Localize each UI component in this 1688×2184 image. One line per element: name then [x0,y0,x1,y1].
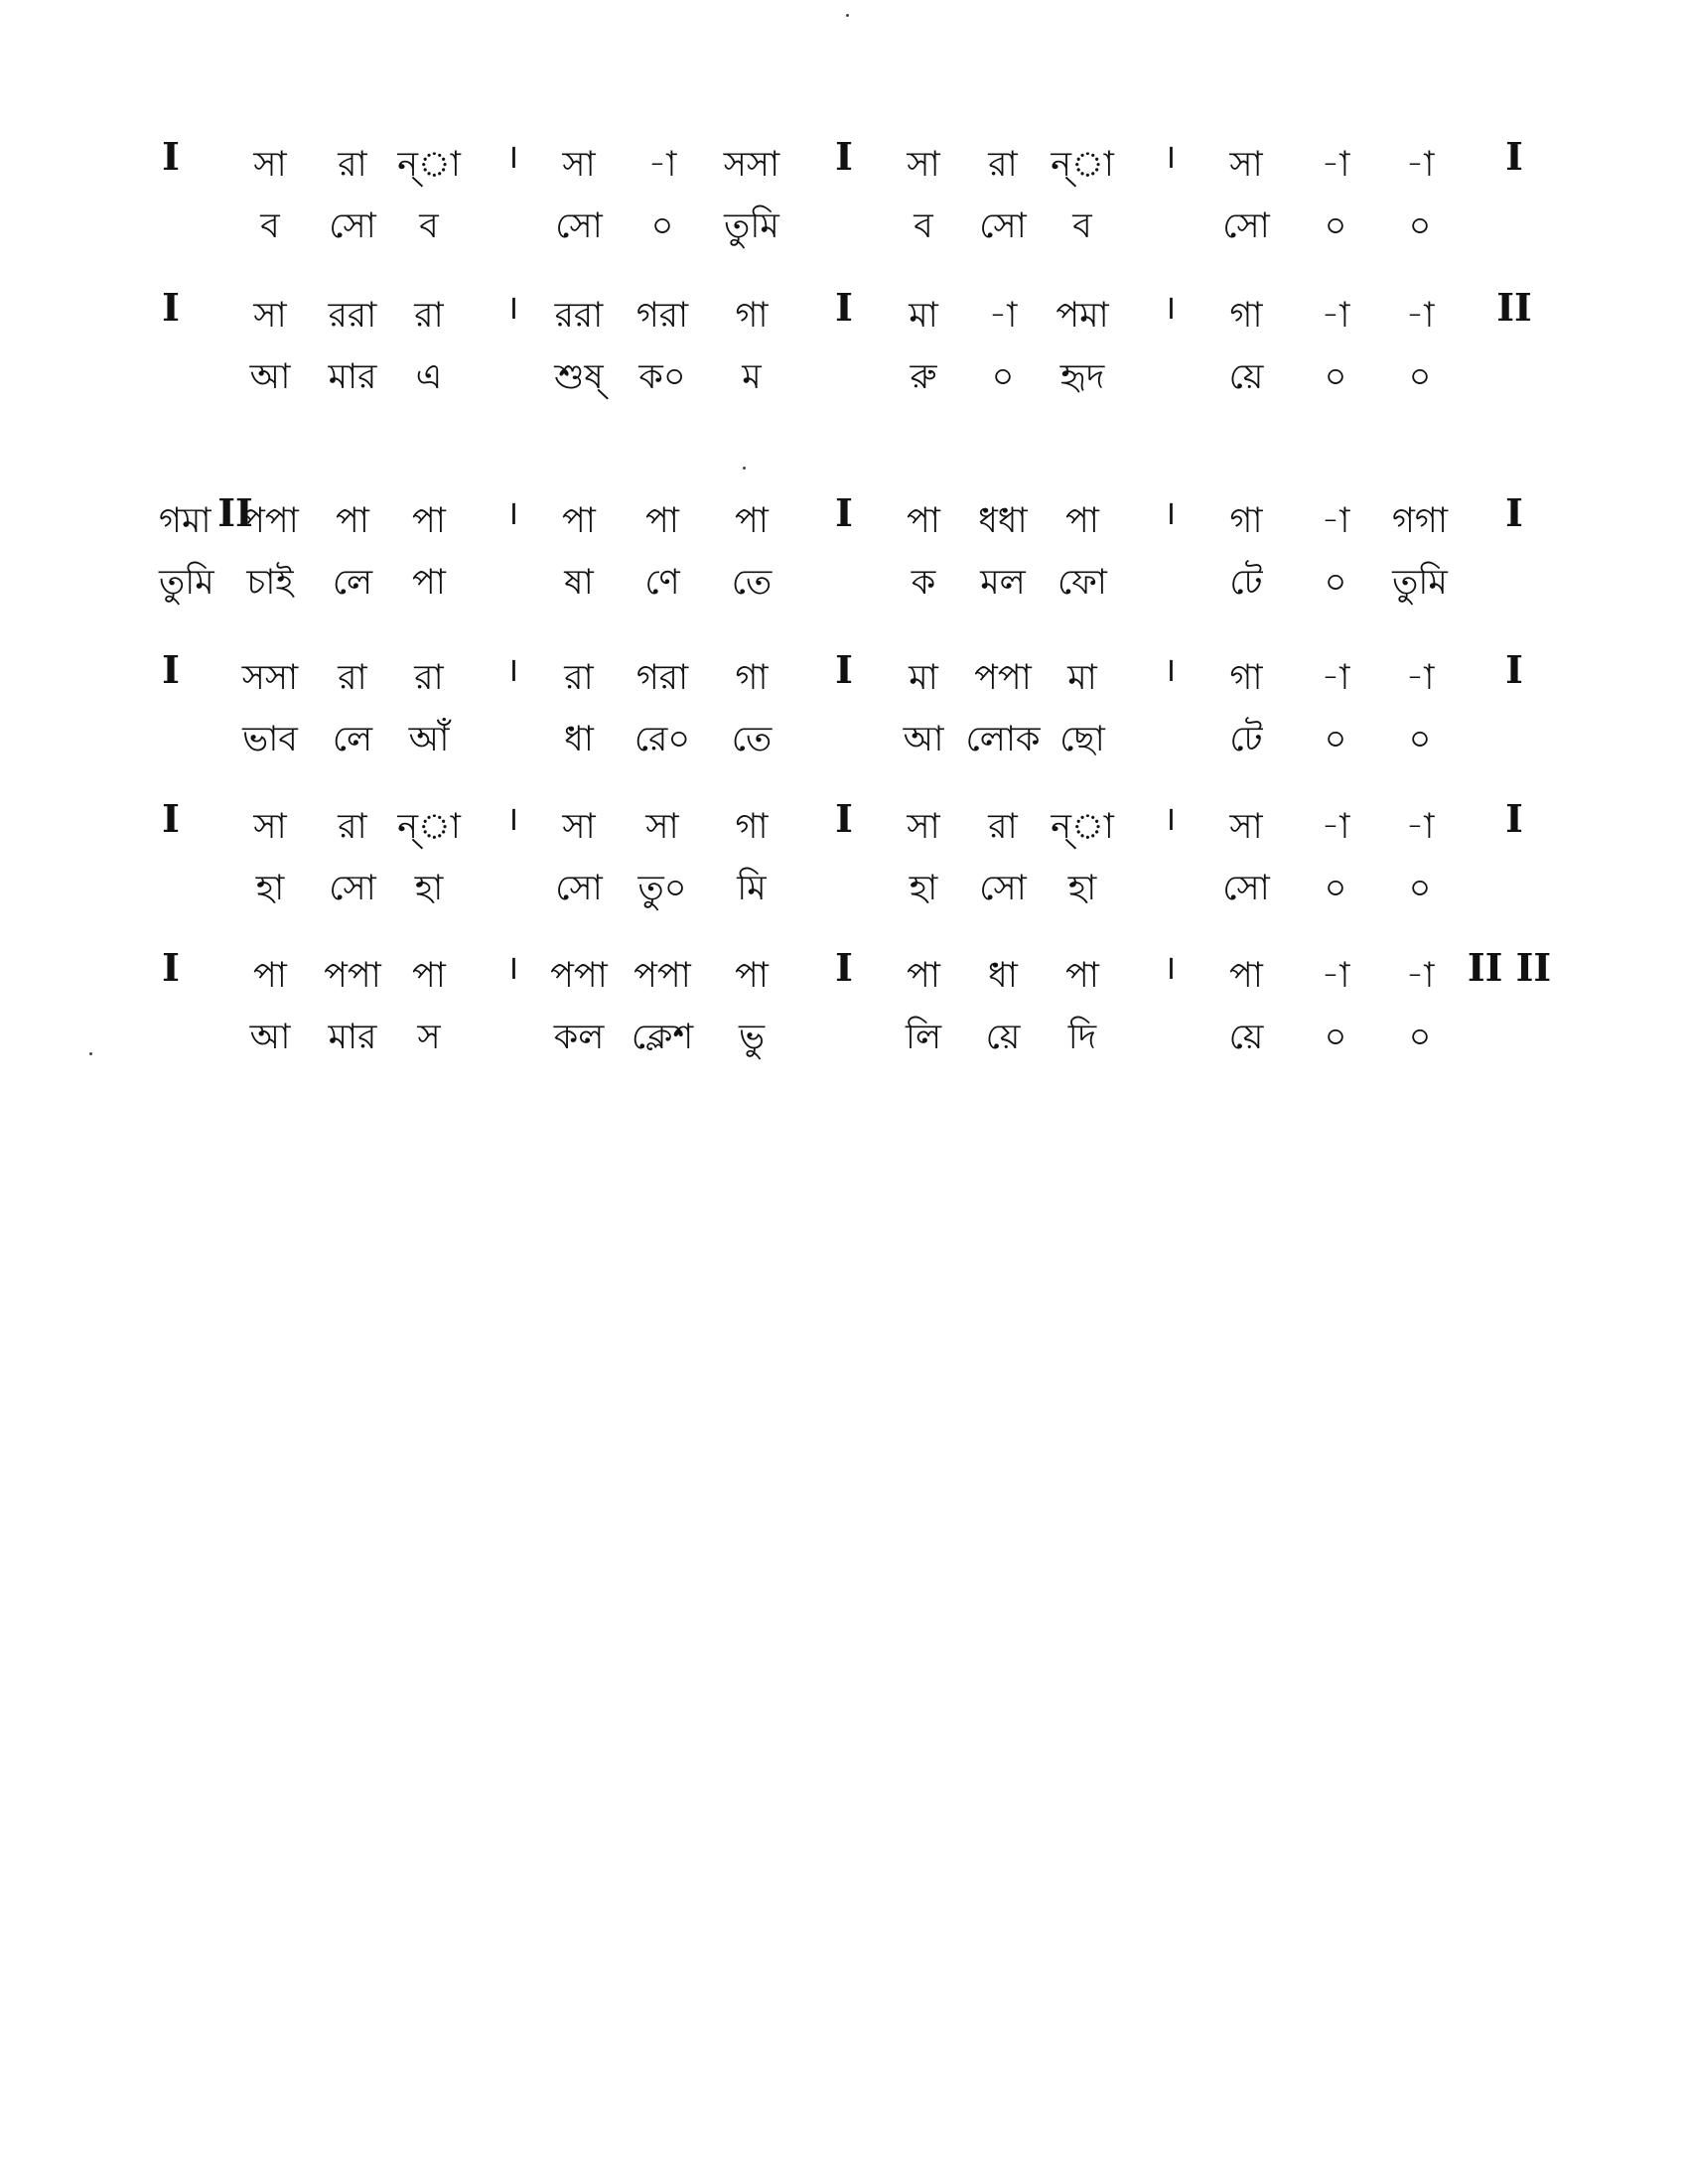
lyric-row [0,349,1688,405]
pickup-lyric: তুমি [159,563,214,603]
lyric-syllable: ০ [1408,1018,1432,1057]
bar-line: I [835,945,853,990]
note: সা [907,807,940,847]
lyric-syllable: ব [1072,206,1092,246]
note: -া [1405,658,1435,698]
bar-line: । [505,137,519,177]
lyric-syllable: য়ে [1228,1018,1264,1057]
lyric-syllable: ক্লেশ [631,1018,694,1057]
bar-line: । [505,288,519,328]
note: পা [253,956,287,996]
lyric-syllable: ০ [1408,720,1432,759]
note: -া [1321,807,1350,847]
lyric-syllable: ভাব [242,720,298,759]
note: -া [1321,956,1350,996]
note: -া [1321,658,1350,698]
note: পপা [241,501,299,541]
bar-line: I [835,285,853,330]
note: সসা [241,658,299,698]
note: সা [1229,807,1263,847]
lyric-syllable: ০ [1408,357,1432,397]
note: পমা [1055,296,1109,336]
note: মা [909,658,938,698]
lyric-syllable: মি [737,869,767,908]
lyric-syllable: রে০ [633,720,691,759]
note: রা [988,807,1018,847]
scan-speck [743,467,746,470]
note: সা [253,296,287,336]
note: রা [338,658,367,698]
lyric-syllable: ভু [738,1018,766,1057]
scan-speck [89,1052,92,1055]
lyric-syllable: হা [1067,869,1097,908]
lyric-syllable: আ [249,357,291,397]
lyric-syllable: তুমি [1392,563,1448,603]
lyric-syllable: স [417,1018,441,1057]
lyric-syllable: ব [419,206,439,246]
bar-line: I [1505,490,1523,535]
bar-line: I [835,490,853,535]
lyric-syllable: সো [555,869,603,908]
lyric-syllable: ক [911,563,936,603]
lyric-syllable: ০ [1408,869,1432,908]
lyric-syllable: ব [914,206,933,246]
lyric-syllable: ষা [564,563,594,603]
lyric-syllable: ০ [1324,357,1347,397]
bar-line: II [217,490,253,535]
lyric-syllable: রু [910,357,937,397]
note: -া [1321,501,1350,541]
lyric-syllable: হৃদ [1059,357,1105,397]
note: পা [1065,956,1099,996]
note: রা [338,145,367,185]
lyric-syllable: মার [328,357,377,397]
note: রা [338,807,367,847]
bar-line: । [1163,650,1177,690]
note: গা [1229,501,1263,541]
bar-line: II [1496,285,1532,330]
note: পপা [633,956,691,996]
bar-line: I [835,647,853,692]
pickup-note: গমা [159,501,211,541]
lyric-syllable: টে [1229,563,1263,603]
note: পা [735,956,769,996]
note: পপা [974,658,1032,698]
note: রা [414,658,444,698]
lyric-syllable: ছো [1059,720,1105,759]
lyric-syllable: আ [249,1018,291,1057]
lyric-syllable: তে [731,563,773,603]
note: -া [1405,145,1435,185]
lyric-syllable: লোক [965,720,1041,759]
note: ধা [988,956,1018,996]
lyric-syllable: ম [742,357,762,397]
bar-line: । [1163,137,1177,177]
lyric-syllable: ব [260,206,280,246]
note: -া [988,296,1018,336]
bar-line: I [1505,647,1523,692]
lyric-syllable: চাই [246,563,294,603]
note: সা [907,145,940,185]
note: গরা [635,296,689,336]
note: ন্‌া [1051,807,1114,847]
bar-line: I [162,796,180,841]
note: ন্‌া [1051,145,1114,185]
note: সা [253,145,287,185]
lyric-syllable: য়ে [985,1018,1021,1057]
note: সসা [723,145,780,185]
note: ররা [328,296,377,336]
lyric-syllable: এ [415,357,443,397]
bar-line: I [835,796,853,841]
bar-line: I [162,285,180,330]
note: ধধা [978,501,1028,541]
lyric-syllable: শুষ্‌ [554,357,604,397]
lyric-syllable: মল [980,563,1026,603]
lyric-syllable: সো [555,206,603,246]
note: রা [988,145,1018,185]
note: পা [645,501,679,541]
note: পা [907,956,940,996]
lyric-row [0,861,1688,916]
lyric-syllable: সো [329,206,376,246]
note: ন্‌া [397,807,461,847]
bar-line: । [1163,493,1177,533]
note: গা [1229,658,1263,698]
note: পা [1229,956,1263,996]
lyric-syllable: সো [979,869,1027,908]
lyric-syllable: কল [553,1018,605,1057]
lyric-syllable: লে [332,563,373,603]
lyric-syllable: লি [905,1018,942,1057]
note: গা [1229,296,1263,336]
note: মা [1067,658,1097,698]
note: ন্‌া [397,145,461,185]
bar-line: I [1505,796,1523,841]
note: পা [412,956,446,996]
lyric-row [0,712,1688,767]
lyric-syllable: সো [1222,869,1270,908]
lyric-syllable: সো [1222,206,1270,246]
note: পা [562,501,596,541]
lyric-syllable: ০ [1324,563,1347,603]
lyric-syllable: ধা [564,720,594,759]
note: -া [1321,296,1350,336]
lyric-syllable: সো [329,869,376,908]
lyric-syllable: ০ [1408,206,1432,246]
lyric-syllable: ০ [1324,1018,1347,1057]
note: পা [336,501,369,541]
note: -া [1405,956,1435,996]
bar-line: । [505,799,519,839]
bar-line: II II [1467,945,1552,990]
note: পপা [324,956,381,996]
lyric-syllable: হা [414,869,444,908]
lyric-syllable: ক০ [638,357,686,397]
bar-line: । [1163,288,1177,328]
lyric-syllable: য়ে [1228,357,1264,397]
note: -া [1405,296,1435,336]
note: পা [412,501,446,541]
lyric-syllable: ফো [1057,563,1107,603]
lyric-syllable: মার [328,1018,377,1057]
note: সা [645,807,679,847]
lyric-syllable: ০ [1324,869,1347,908]
lyric-syllable: ০ [991,357,1015,397]
note: গগা [1391,501,1449,541]
note: রা [564,658,594,698]
lyric-row [0,199,1688,254]
bar-line: I [162,945,180,990]
note: গা [735,658,769,698]
lyric-syllable: হা [909,869,938,908]
note: -া [647,145,677,185]
lyric-syllable: তে [731,720,773,759]
bar-line: I [162,647,180,692]
note: সা [562,145,596,185]
lyric-syllable: ০ [1324,720,1347,759]
note: সা [253,807,287,847]
lyric-syllable: হা [255,869,285,908]
lyric-syllable: সো [979,206,1027,246]
lyric-syllable: ০ [1324,206,1347,246]
lyric-syllable: পা [412,563,446,603]
lyric-syllable: তুমি [724,206,779,246]
bar-line: I [835,134,853,179]
bar-line: I [1505,134,1523,179]
lyric-syllable: টে [1229,720,1263,759]
note: -া [1405,807,1435,847]
lyric-syllable: আঁ [408,720,450,759]
note: পপা [550,956,608,996]
note: মা [909,296,938,336]
note: গরা [635,658,689,698]
note: পা [907,501,940,541]
note: -া [1321,145,1350,185]
bar-line: । [505,948,519,988]
note: গা [735,807,769,847]
lyric-row [0,1010,1688,1065]
lyric-syllable: আ [903,720,944,759]
bar-line: । [1163,799,1177,839]
bar-line: I [162,134,180,179]
bar-line: । [1163,948,1177,988]
lyric-syllable: ০ [650,206,674,246]
scan-speck [846,14,849,17]
note: রা [414,296,444,336]
lyric-syllable: লে [332,720,373,759]
lyric-row [0,555,1688,611]
lyric-syllable: ণে [644,563,680,603]
note: ররা [554,296,604,336]
note: সা [562,807,596,847]
note: পা [735,501,769,541]
note: পা [1065,501,1099,541]
bar-line: । [505,650,519,690]
bar-line: । [505,493,519,533]
lyric-syllable: তু০ [637,869,687,908]
note: গা [735,296,769,336]
note: সা [1229,145,1263,185]
lyric-syllable: দি [1067,1018,1097,1057]
